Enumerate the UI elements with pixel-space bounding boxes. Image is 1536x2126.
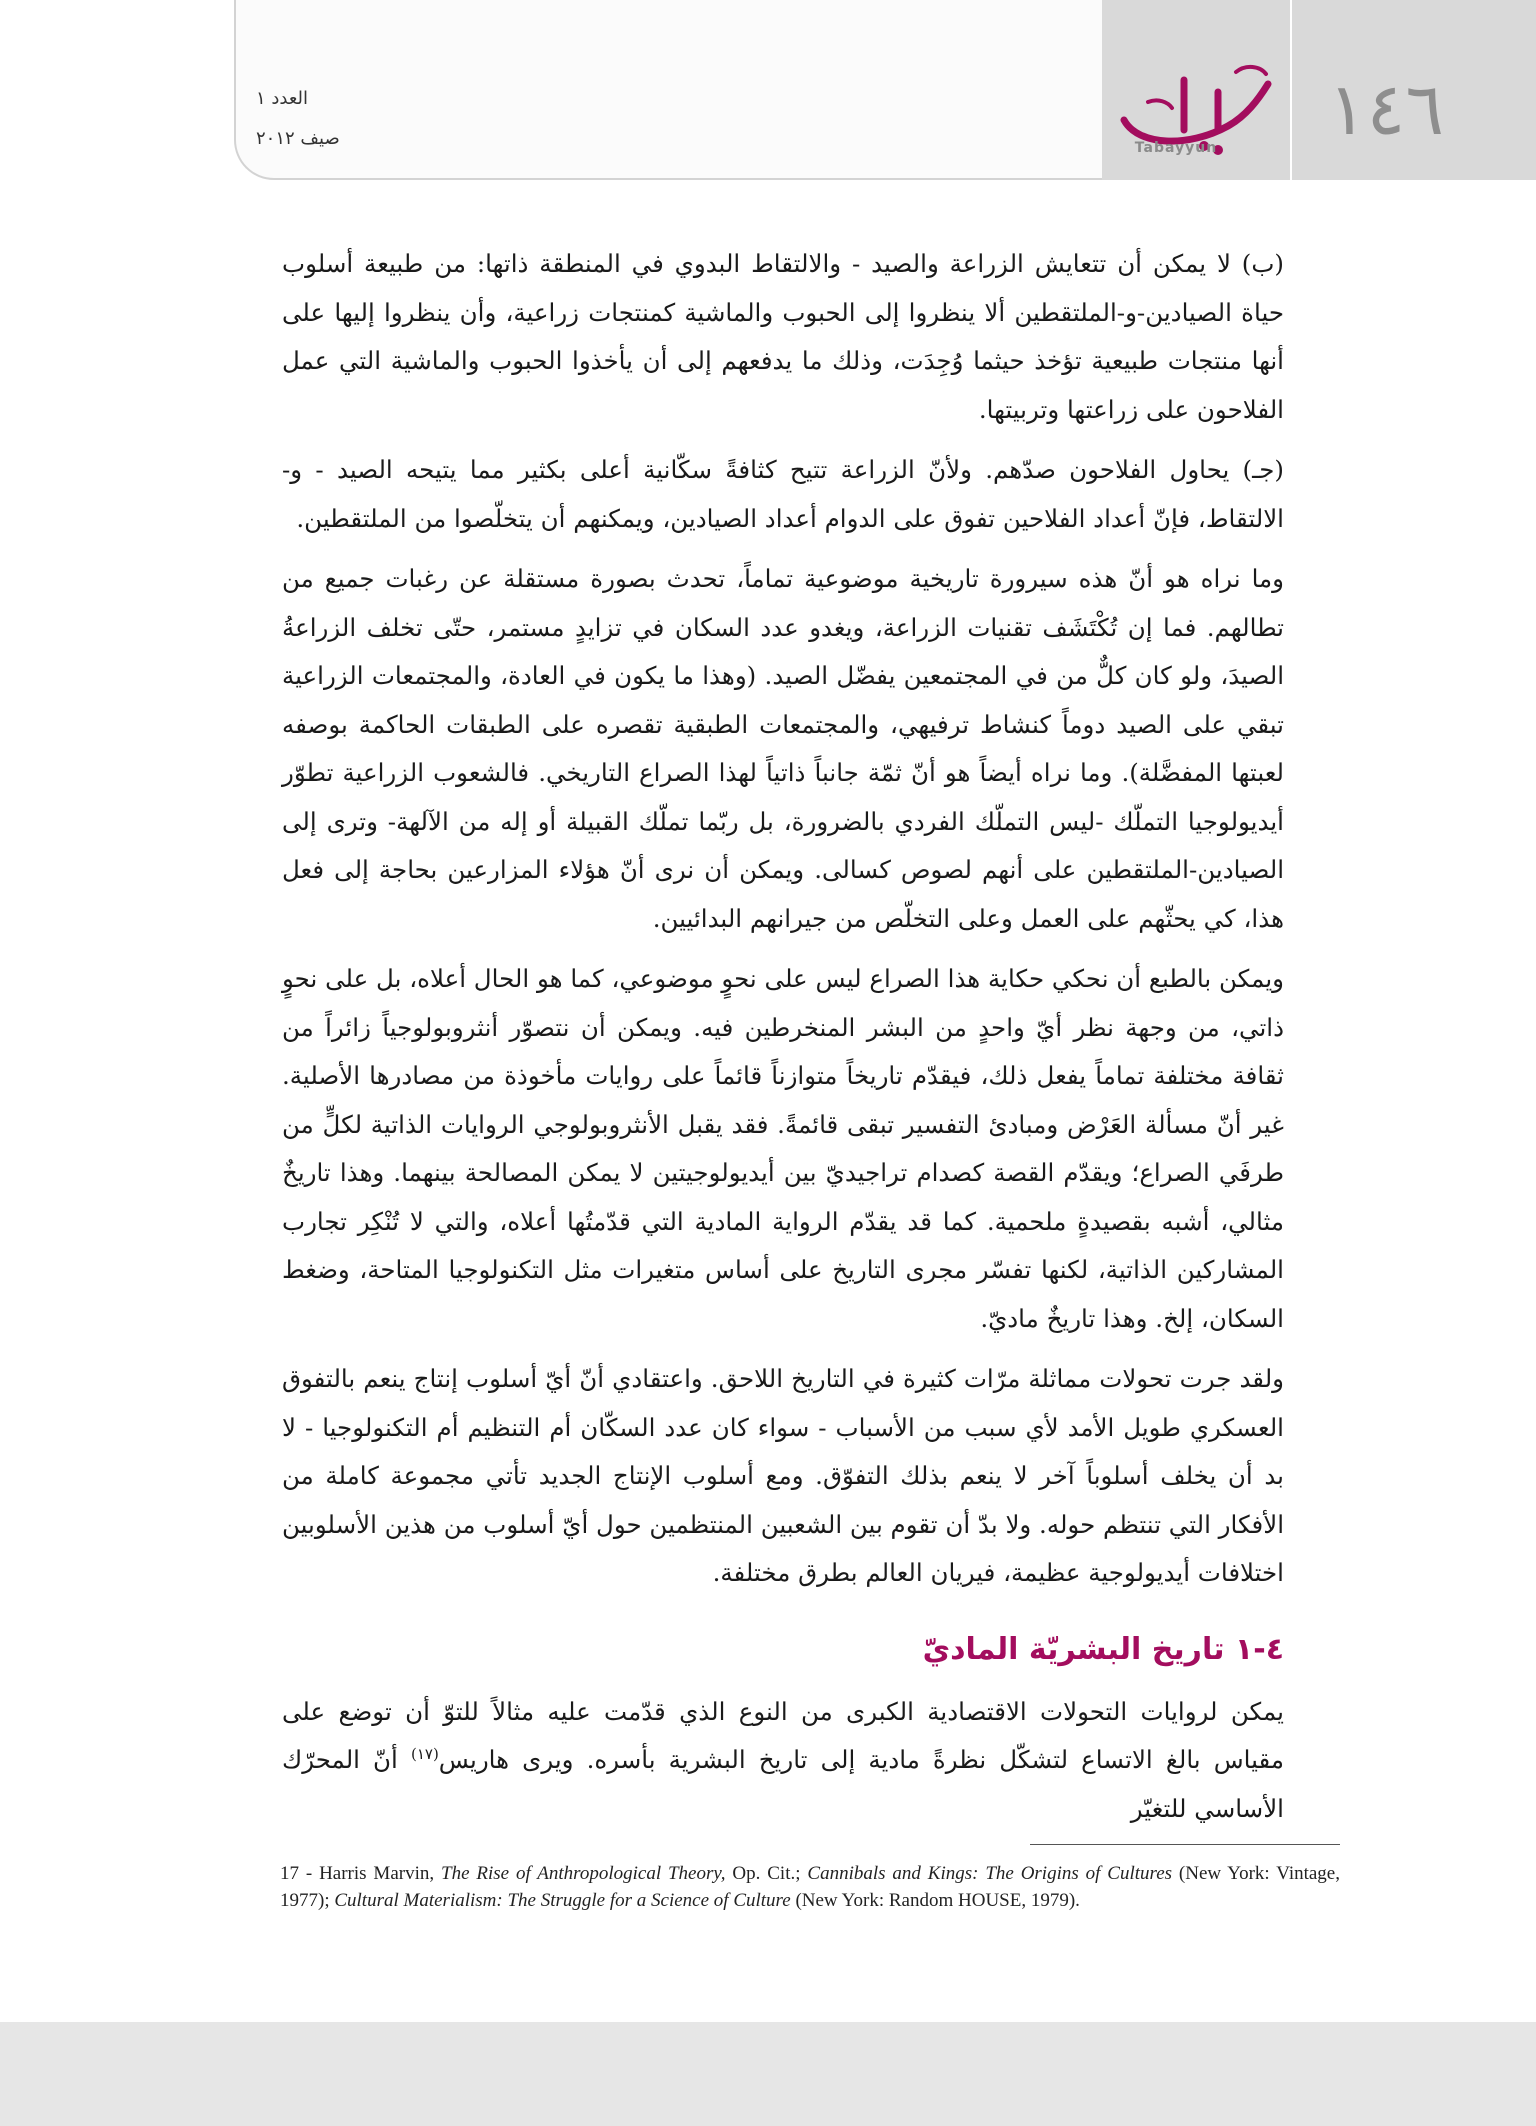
footnote-text-2: (New York: Vintage, 1977); <box>280 1863 1340 1911</box>
logo-latin-text: Tabayyun <box>1134 140 1218 156</box>
paragraph-materialist-history <box>282 1688 1284 1834</box>
footnote <box>280 1860 1340 1914</box>
footnote-work-2: Cannibals and Kings: The Origins of Cultures <box>807 1863 1173 1884</box>
footnote-work-1: The Rise of Anthropological Theory, <box>441 1863 726 1884</box>
footnote-work-3: Cultural Materialism: The Struggle for a Science of Culture <box>334 1890 791 1911</box>
paragraph-text-end: أنّ المحرّك الأساسي للتغيّر <box>282 1745 1284 1823</box>
season-label: صيف ٢٠١٢ <box>256 128 340 149</box>
paragraph-c: (جـ) يحاول الفلاحون صدّهم. ولأنّ الزراعة تتيح كثافةً سكّانية أعلى بكثير مما يتيحه الصيد - و- الالتقاط، فإنّ أعداد الفلاحين تفوق على الدوام أعداد الصيادين، ويمكنهم أن يتخلّصوا من الملتقطين. <box>282 455 1284 533</box>
paragraph-later-transitions: ولقد جرت تحولات مماثلة مرّات كثيرة في التاريخ اللاحق. واعتقادي أنّ أيّ أسلوب إنتاج ينعم بالتفوق العسكري طويل الأمد لأي سبب من الأسباب - سواء كان عدد السكّان أم التنظيم أم التكنولوجيا - لا بد أن يخلف أسلوباً آخر لا ينعم بذلك التفوّق. ومع أسلوب الإنتاج الجديد تأتي مجموعة كاملة من الأفكار التي تنتظم حوله. ولا بدّ أن تقوم بين الشعبين المنتظمين حول أيّ أسلوب من هذين الأسلوبين اختلافات أيديولوجية عظيمة، فيريان العالم بطرق مختلفة. <box>281 1364 1284 1587</box>
issue-label: العدد ١ <box>256 88 309 109</box>
paragraph-objective-process: وما نراه هو أنّ هذه سيرورة تاريخية موضوعية تماماً، تحدث بصورة مستقلة عن رغبات جميع من تطالهم. فما إن تُكْتَشَف تقنيات الزراعة، ويغدو عدد السكان في تزايدٍ مستمر، حتّى تخلف الزراعةُ الصيدَ، ولو كان كلٌّ من في المجتمعين يفضّل الصيد. (وهذا ما يكون في العادة، والمجتمعات الزراعية تبقي على الصيد دوماً كنشاط ترفيهي، والمجتمعات الطبقية تقصره على الطبقات الحاكمة بوصفه لعبتها المفضَّلة). وما نراه أيضاً هو أنّ ثمّة جانباً ذاتياً لهذا الصراع التاريخي. فالشعوب الزراعية تطوّر أيديولوجيا التملّك -ليس التملّك الفردي بالضرورة، بل ربّما تملّك القبيلة أو إله من الآلهة- وترى إلى الصيادين-الملتقطين على أنهم لصوص كسالى. ويمكن أن نرى أنّ هؤلاء المزارعين بحاجة إلى فعل هذا، كي يحثّهم على العمل وعلى التخلّص من جيرانهم البدائيين. <box>282 564 1284 933</box>
article-body <box>282 240 1284 1845</box>
footnote-text-3: (New York: Random HOUSE, 1979). <box>790 1890 1080 1911</box>
section-heading: ٤-١ تاريخ البشريّة الماديّ <box>922 1631 1284 1667</box>
footnote-text-1: Op. Cit.; <box>725 1863 808 1884</box>
paragraph-subjective-account: ويمكن بالطبع أن نحكي حكاية هذا الصراع ليس على نحوٍ موضوعي، كما هو الحال أعلاه، بل على نحوٍ ذاتي، من وجهة نظر أيّ واحدٍ من البشر المنخرطين فيه. ويمكن أن نتصوّر أنثروبولوجياً زائراً من ثقافة مختلفة تماماً يفعل ذلك، فيقدّم تاريخاً متوازناً قائماً على روايات مأخوذة من مصادرها الأصلية. غير أنّ مسألة العَرْض ومبادئ التفسير تبقى قائمةً. فقد يقبل الأنثروبولوجي الروايات الذاتية لكلٍّ من طرفَي الصراع؛ ويقدّم القصة كصدام تراجيديّ بين أيديولوجيتين لا يمكن المصالحة بينهما. وهذا تاريخٌ مثالي، أشبه بقصيدةٍ ملحمية. كما قد يقدّم الرواية المادية التي قدّمتُها أعلاه، والتي لا تُنْكِر تجارب المشاركين الذاتية، لكنها تفسّر مجرى التاريخ على أساس متغيرات مثل التكنولوجيا المتاحة، وضغط السكان، إلخ. وهذا تاريخٌ ماديّ. <box>282 964 1284 1333</box>
footnote-rule <box>1030 1844 1340 1845</box>
footnote-number: 17 <box>280 1863 299 1884</box>
paragraph-b: (ب) لا يمكن أن تتعايش الزراعة والصيد - والالتقاط البدوي في المنطقة ذاتها: من طبيعة أسلوب حياة الصيادين-و-الملتقطين ألا ينظروا إلى الحبوب والماشية كمنتجات زراعية، وأن ينظروا إليها على أنها منتجات طبيعية تؤخذ حيثما وُجِدَت، وذلك ما يدفعهم إلى أن يأخذوا الحبوب والماشية التي عمل الفلاحون على زراعتها وتربيتها. <box>282 249 1284 424</box>
paragraph-text-start: يمكن لروايات التحولات الاقتصادية الكبرى من النوع الذي قدّمت عليه مثالاً للتوّ أن توضع على مقياس بالغ الاتساع لتشكّل نظرةً مادية إلى تاريخ البشرية بأسره. ويرى هاريس <box>282 1696 1284 1774</box>
footnote-reference: (١٧) <box>410 1744 439 1763</box>
footnote-author: - Harris Marvin, <box>305 1863 441 1884</box>
header-divider <box>1290 0 1292 180</box>
page-number: ١٤٦ <box>1327 67 1444 151</box>
